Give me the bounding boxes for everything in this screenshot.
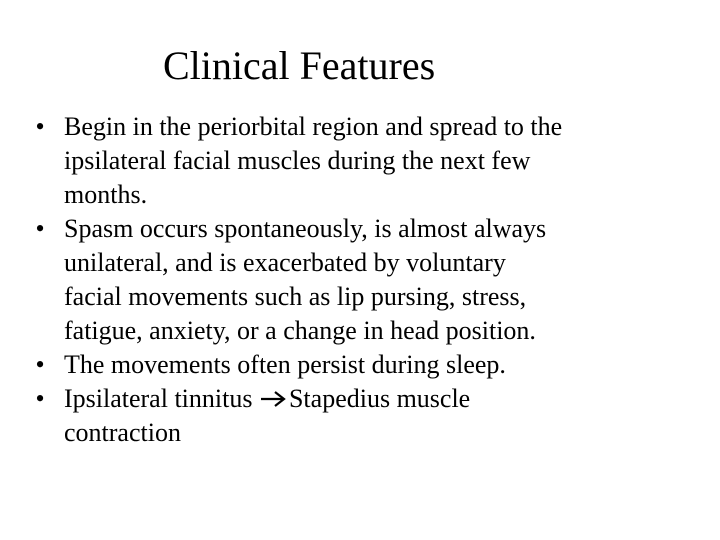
bullet-line: Begin in the periorbital region and spread to the [64, 112, 563, 141]
bullet-list [30, 110, 690, 450]
bullet-line: fatigue, anxiety, or a change in head position. [64, 316, 536, 345]
bullet-line: Spasm occurs spontaneously, is almost always [64, 214, 547, 243]
slide-title: Clinical Features [163, 43, 436, 88]
bullet-text-before-arrow: Ipsilateral tinnitus [64, 384, 253, 413]
bullet-text-after-arrow: Stapedius muscle [288, 384, 471, 413]
bullet-line: facial movements such as lip pursing, stress, [64, 282, 527, 311]
bullet-line: The movements often persist during sleep. [64, 350, 506, 379]
right-arrow-icon [259, 390, 287, 408]
bullet-line: unilateral, and is exacerbated by voluntary [64, 248, 506, 277]
bullet-line: months. [64, 180, 148, 209]
bullet-item [30, 348, 690, 382]
bullet-line: ipsilateral facial muscles during the next few [64, 146, 531, 175]
bullet-dot: • [35, 350, 45, 379]
bullet-line [64, 382, 690, 416]
bullet-item [30, 212, 690, 348]
bullet-dot: • [35, 112, 45, 141]
bullet-item [30, 382, 690, 450]
bullet-line: contraction [64, 418, 181, 447]
bullet-dot: • [35, 384, 45, 413]
bullet-item [30, 110, 690, 212]
bullet-dot: • [35, 214, 45, 243]
